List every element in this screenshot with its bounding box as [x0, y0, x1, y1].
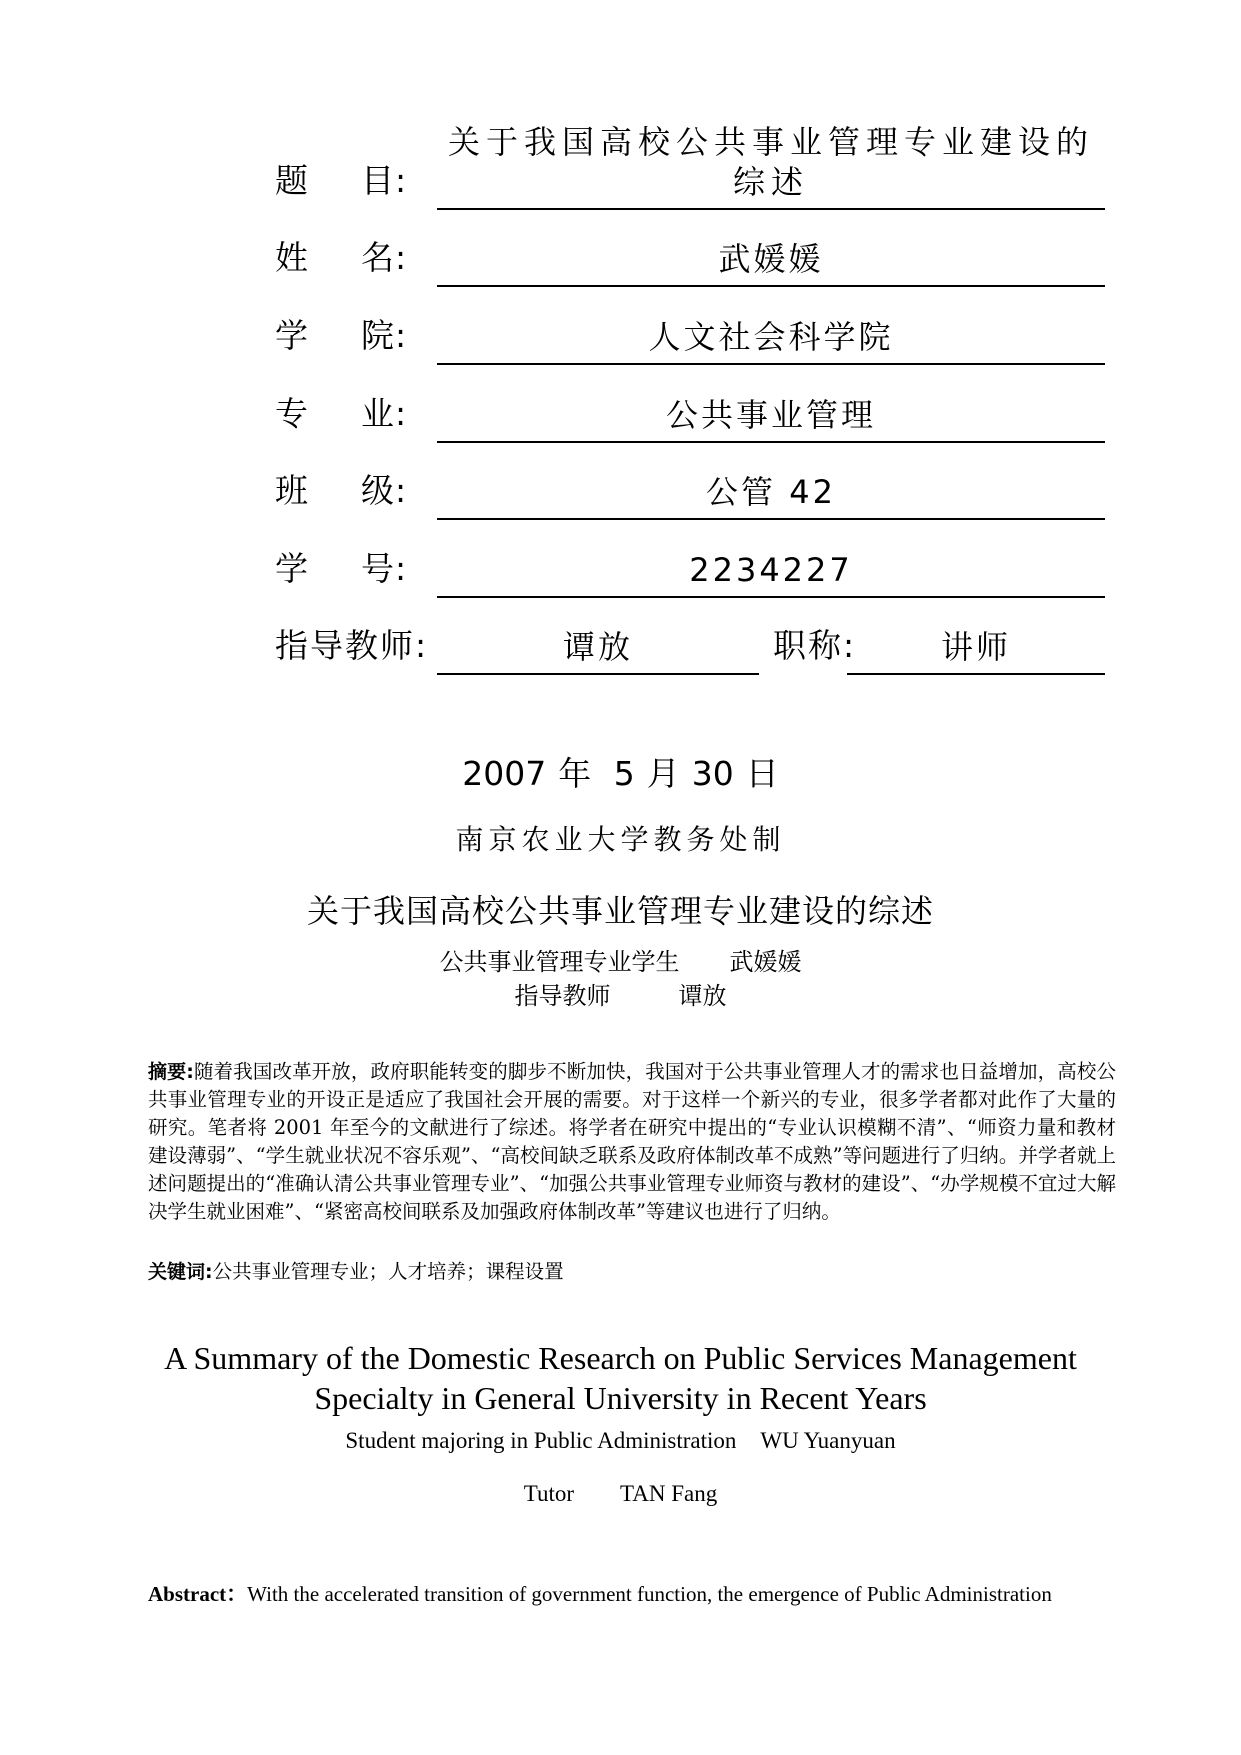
- paper-tutor-zh: 指导教师 谭放: [514, 982, 727, 1010]
- abstract-zh: [148, 1058, 1116, 1226]
- cover-date: 2007 年 5 月 30 日: [462, 754, 779, 793]
- paper-tutor-en: Tutor TAN Fang: [523, 1481, 718, 1506]
- advisor-row: [275, 625, 1105, 675]
- issuing-office: 南京农业大学教务处制: [455, 823, 786, 856]
- student-id-label: 学 号:: [275, 549, 408, 588]
- advisor-label: 指导教师:: [275, 626, 429, 665]
- college-label: 学 院:: [275, 316, 408, 355]
- rank-value: 讲师: [847, 627, 1105, 675]
- class-row: [275, 470, 1105, 520]
- college-row: [275, 315, 1105, 365]
- abstract-en: [148, 1578, 1052, 1608]
- abstract-en-text: With the accelerated transition of government function, the emergence of Public Administration: [247, 1582, 1052, 1606]
- class-value: 公管 42: [437, 472, 1105, 520]
- paper-title-zh: 关于我国高校公共事业管理专业建设的综述: [306, 892, 934, 930]
- keywords-text: 公共事业管理专业；人才培养；课程设置: [212, 1260, 564, 1283]
- abstract-head: 摘要:: [148, 1061, 194, 1083]
- title-label: 题 目:: [275, 161, 408, 200]
- title-value: 关于我国高校公共事业管理专业建设的综述: [437, 122, 1105, 210]
- class-label: 班 级:: [275, 471, 408, 510]
- name-label: 姓 名:: [275, 238, 408, 277]
- keywords-head: 关键词:: [148, 1261, 213, 1283]
- major-value: 公共事业管理: [437, 395, 1105, 443]
- title-row: [275, 123, 1105, 210]
- college-value: 人文社会科学院: [437, 317, 1105, 365]
- name-value: 武媛媛: [437, 239, 1105, 287]
- student-id-value: 2234227: [437, 550, 1105, 598]
- name-row: [275, 237, 1105, 287]
- abstract-text: 随着我国改革开放，政府职能转变的脚步不断加快，我国对于公共事业管理人才的需求也日益增加，高校公共事业管理专业的开设正是适应了我国社会开展的需要。对于这样一个新兴的专业，很多学者都对此作了大量的研究。笔者将 2001 年至今的文献进行了综述。将学者在研究中提出的“专业认识模糊不清”、“师资力量和教材建设薄弱”、“学生就业状况不容乐观”、“高校间缺乏联系及政府体制改革不成熟”等问题进行了归纳。并学者就上述问题提出的“准确认清公共事业管理专业”、“加强公共事业管理专业师资与教材的建设”、“办学规模不宜过大解决学生就业困难”、“紧密高校间联系及加强政府体制改革”等建议也进行了归纳。: [148, 1060, 1116, 1223]
- rank-label: 职称:: [773, 626, 857, 665]
- paper-author-en: Student majoring in Public Administration WU Yuanyuan: [345, 1428, 896, 1453]
- keywords-zh: [148, 1256, 564, 1284]
- advisor-value: 谭放: [437, 627, 759, 675]
- abstract-en-head: Abstract：: [148, 1582, 248, 1606]
- major-label: 专 业:: [275, 394, 408, 433]
- paper-title-en: A Summary of the Domestic Research on Public Services Management Specialty in General University in Recent Years: [164, 1340, 1077, 1416]
- paper-author-zh: 公共事业管理专业学生 武媛媛: [439, 948, 802, 976]
- student-id-row: [275, 548, 1105, 598]
- major-row: [275, 393, 1105, 443]
